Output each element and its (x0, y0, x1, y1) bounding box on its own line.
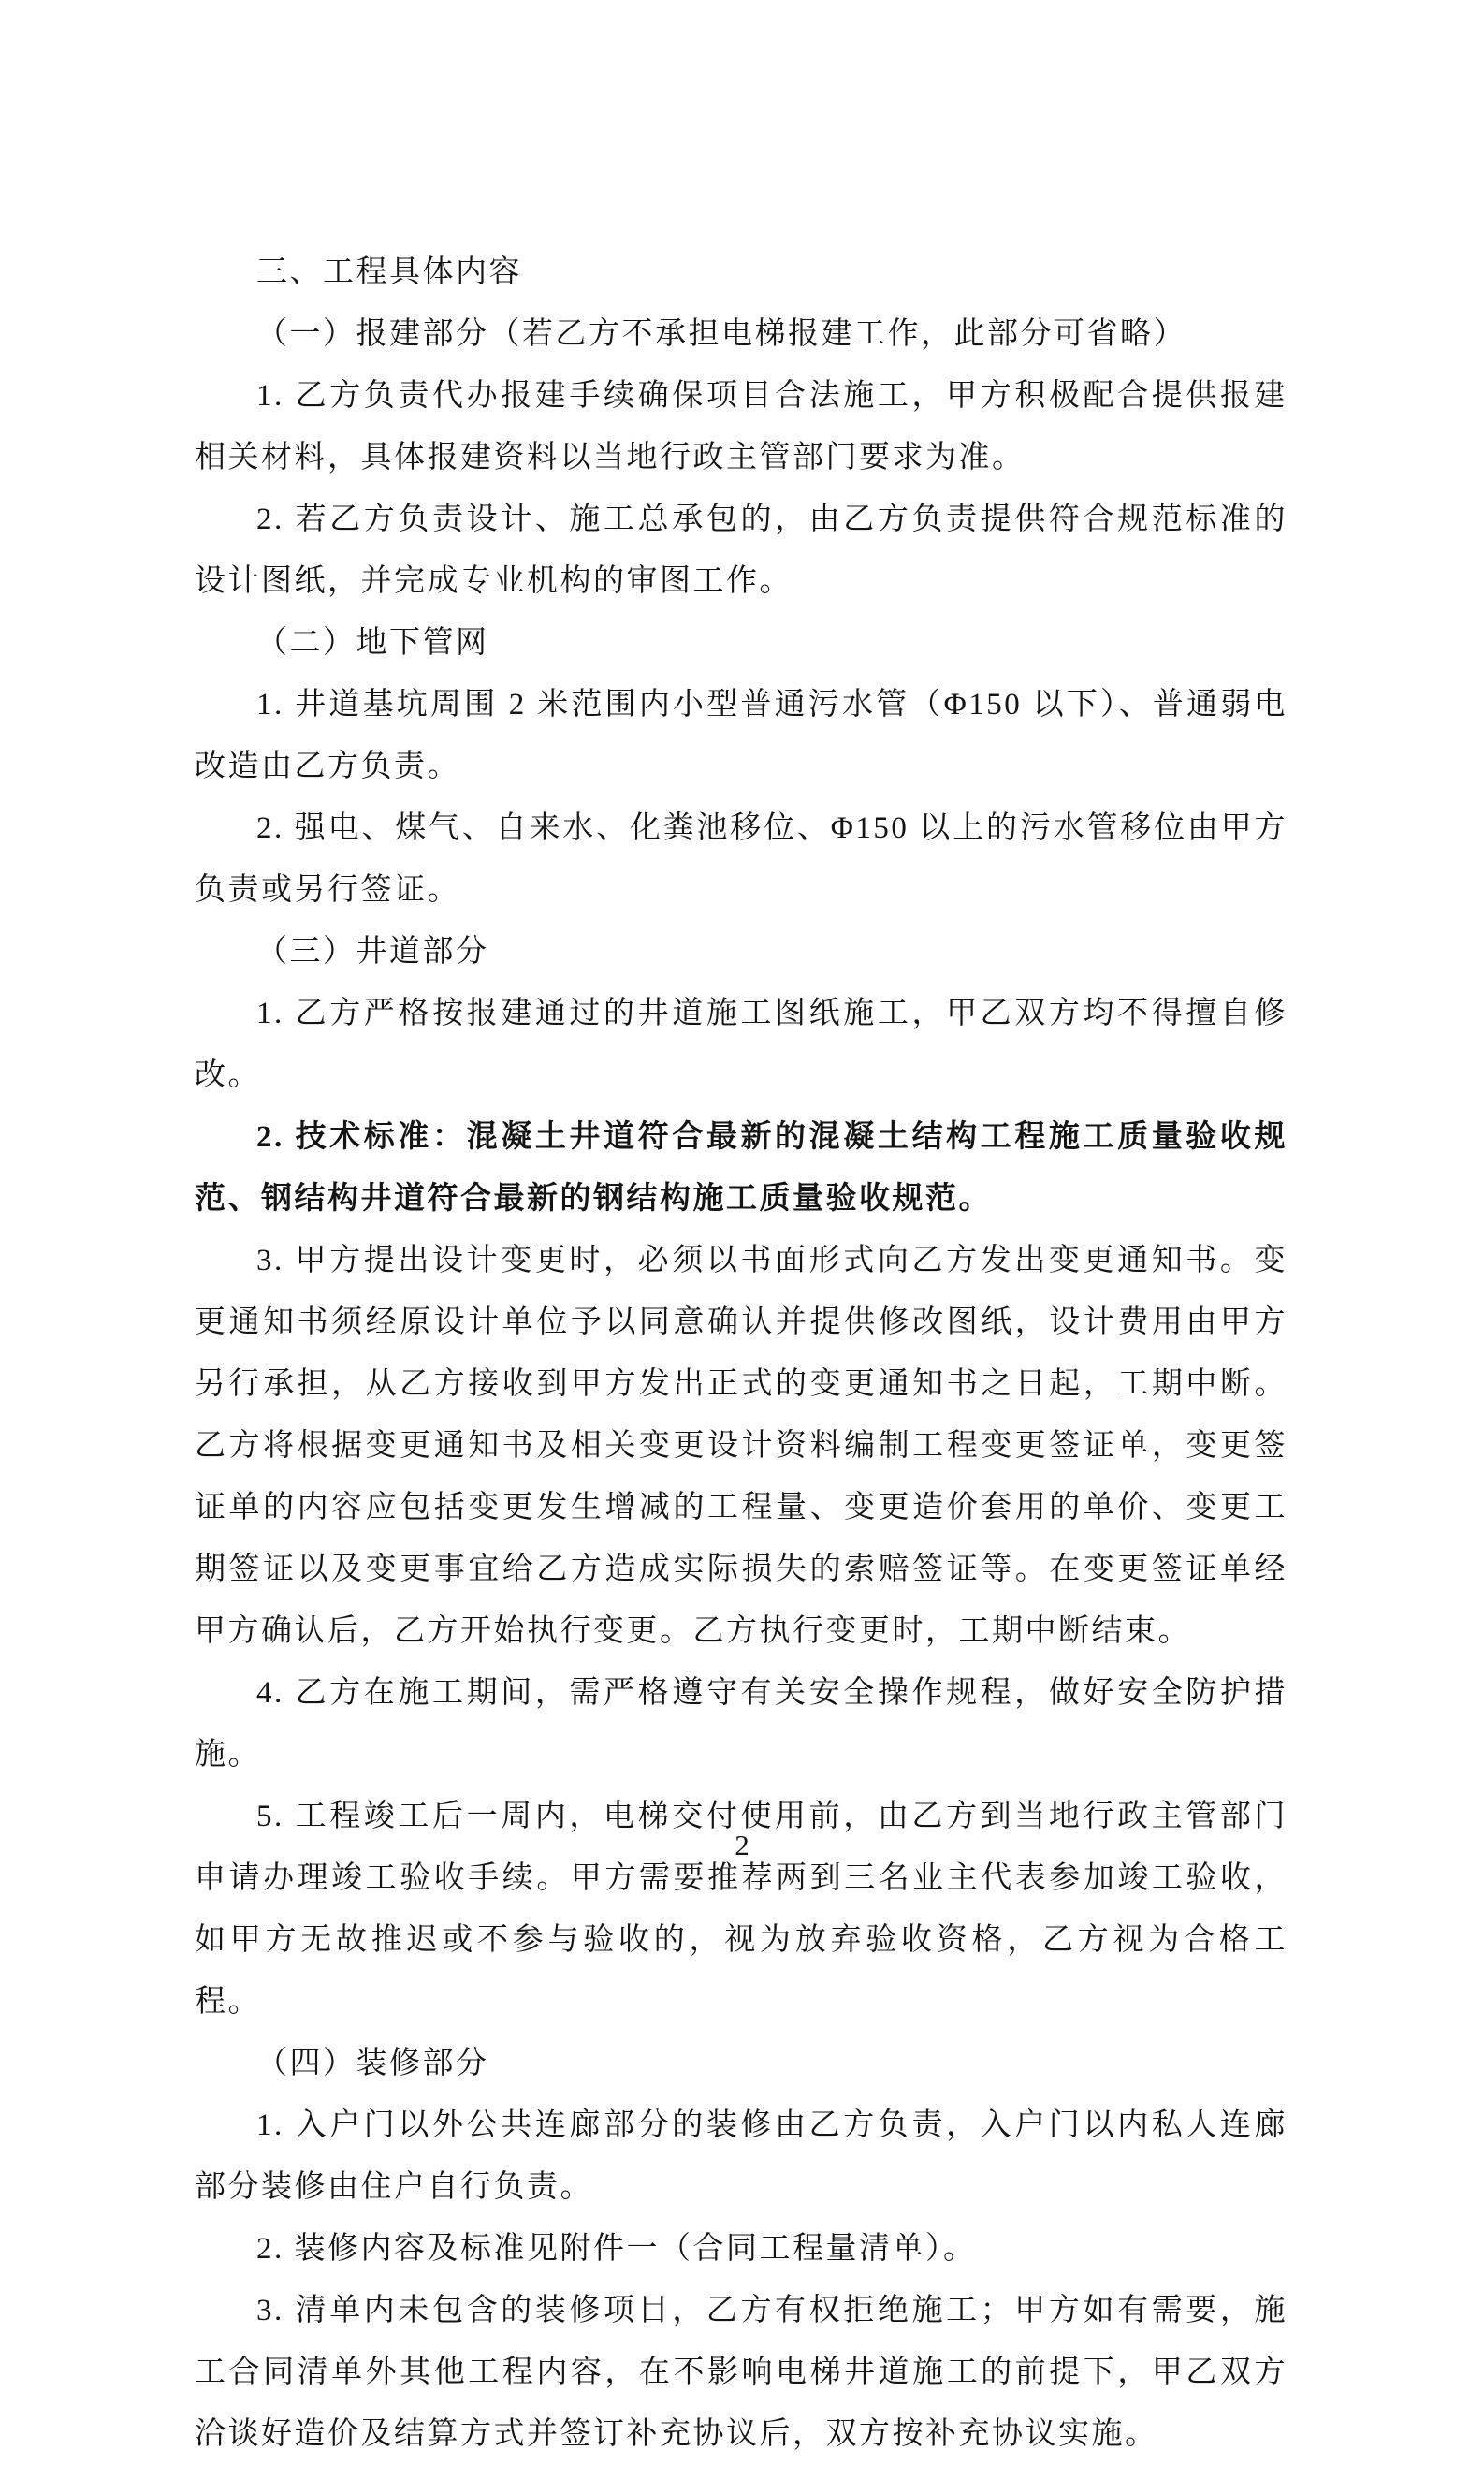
document-body (195, 241, 1288, 2465)
paragraph: 3. 清单内未包含的装修项目，乙方有权拒绝施工；甲方如有需要，施工合同清单外其他工程内容，在不影响电梯井道施工的前提下，甲乙双方洽谈好造价及结算方式并签订补充协议后，双方按补充协议实施。 (195, 2294, 1288, 2451)
paragraph: 2. 技术标准：混凝土井道符合最新的混凝土结构工程施工质量验收规范、钢结构井道符合最新的钢结构施工质量验收规范。 (195, 1120, 1288, 1216)
paragraph: 1. 井道基坑周围 2 米范围内小型普通污水管（Φ150 以下）、普通弱电改造由乙方负责。 (195, 688, 1288, 783)
subsection-heading: （二）地下管网 (256, 626, 489, 660)
paragraph: 2. 强电、煤气、自来水、化粪池移位、Φ150 以上的污水管移位由甲方负责或另行签证。 (195, 811, 1288, 907)
paragraph: 3. 甲方提出设计变更时，必须以书面形式向乙方发出变更通知书。变更通知书须经原设计单位予以同意确认并提供修改图纸，设计费用由甲方另行承担，从乙方接收到甲方发出正式的变更通知书之日起，工期中断。乙方将根据变更通知书及相关变更设计资料编制工程变更签证单，变更签证单的内容应包括变更发生增减的工程量、变更造价套用的单价、变更工期签证以及变更事宜给乙方造成实际损失的索赔签证等。在变更签证单经甲方确认后，乙方开始执行变更。乙方执行变更时，工期中断结束。 (195, 1244, 1288, 1648)
paragraph: 2. 若乙方负责设计、施工总承包的，由乙方负责提供符合规范标准的设计图纸，并完成专业机构的审图工作。 (195, 503, 1288, 598)
paragraph: 1. 入户门以外公共连廊部分的装修由乙方负责，入户门以内私人连廊部分装修由住户自行负责。 (195, 2108, 1288, 2204)
paragraph: 4. 乙方在施工期间，需严格遵守有关安全操作规程，做好安全防护措施。 (195, 1676, 1288, 1772)
section-heading: 三、工程具体内容 (256, 255, 522, 289)
page-number: 2 (735, 1829, 749, 1861)
subsection-heading: （四）装修部分 (256, 2047, 489, 2080)
subsection-heading: （一）报建部分（若乙方不承担电梯报建工作，此部分可省略） (256, 317, 1186, 351)
paragraph: 1. 乙方负责代办报建手续确保项目合法施工，甲方积极配合提供报建相关材料，具体报建资料以当地行政主管部门要求为准。 (195, 379, 1288, 474)
paragraph: 2. 装修内容及标准见附件一（合同工程量清单）。 (256, 2232, 977, 2266)
subsection-heading: （三）井道部分 (256, 935, 489, 969)
paragraph: 1. 乙方严格按报建通过的井道施工图纸施工，甲乙双方均不得擅自修改。 (195, 997, 1288, 1092)
paragraph: 5. 工程竣工后一周内，电梯交付使用前，由乙方到当地行政主管部门申请办理竣工验收手续。甲方需要推荐两到三名业主代表参加竣工验收，如甲方无故推迟或不参与验收的，视为放弃验收资格，乙方视为合格工程。 (195, 1800, 1288, 2019)
